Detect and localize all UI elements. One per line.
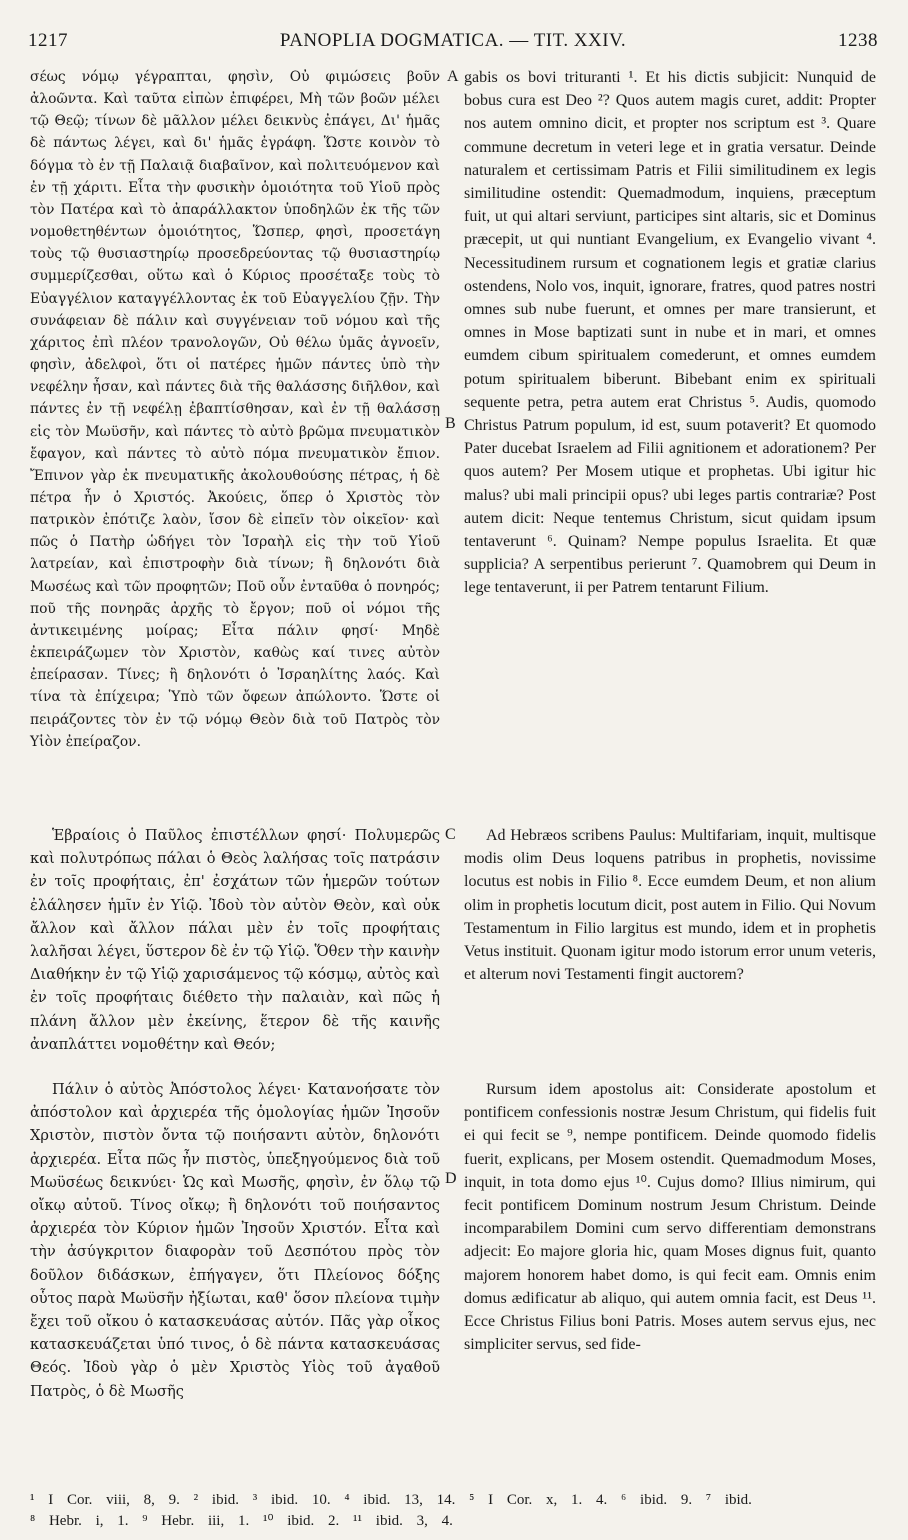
greek-column-block-1 — [30, 66, 440, 753]
latin-column-block-3 — [464, 1078, 876, 1356]
page-number-left: 1217 — [28, 30, 68, 51]
greek-paragraph: Πάλιν ὁ αὐτὸς Ἀπόστολος λέγει· Κατανοήσατε τὸν ἀπόστολον καὶ ἀρχιερέα τῆς ὁμολογίας ἡμῶν Ἰησοῦν Χριστὸν, πιστὸν ὄντα τῷ ποιήσαντι αὐτὸν, δηλονότι ἀρχιερέα. Εἶτα πῶς ἦν πιστὸς, ὑπεξηγούμενος διὰ τοῦ Μωϋσέως δεικνύει· Ὡς καὶ Μωσῆς, φησὶν, ἐν ὅλῳ τῷ οἴκῳ αὐτοῦ. Τίνος οἴκῳ; ἢ δηλονότι τοῦ ποιήσαντος ἀρχιερέα τὸν Κύριον ἡμῶν Ἰησοῦν Χριστόν. Εἶτα καὶ τὴν ἀσύγκριτον διαφορὰν τοῦ Δεσπότου πρὸς τὸν δοῦλον διδάσκων, ἐπήγαγεν, ὅτι Πλείονος δόξης οὗτος παρὰ Μωϋσῆν ἠξίωται, καθ' ὅσον πλείονα τιμὴν ἔχει τοῦ οἴκου ὁ κατασκευάσας αὐτόν. Πᾶς γὰρ οἶκος κατασκευάζεται ὑπό τινος, ὁ δὲ πάντα κατασκευάσας Θεός. Ἰδοὺ γὰρ ὁ μὲν Χριστὸς Υἱὸς τοῦ ἀγαθοῦ Πατρὸς, ὁ δὲ Μωσῆς — [30, 1081, 440, 1400]
latin-column-block-2 — [464, 824, 876, 986]
greek-column-block-3 — [30, 1078, 440, 1403]
footnote-line-1: ¹ I Cor. viii, 8, 9. ² ibid. ³ ibid. 10. ⁴ ibid. 13, 14. ⁵ I Cor. x, 1. 4. ⁶ ibid. 9. ⁷ ibid. — [30, 1492, 752, 1508]
greek-paragraph: σέως νόμῳ γέγραπται, φησὶν, Οὐ φιμώσεις βοῦν ἀλοῶντα. Καὶ ταῦτα εἰπὼν ἐπιφέρει, Μὴ τῶν βοῶν μέλει τῷ Θεῷ; τίνων δὲ μᾶλλον μέλει δεικνὺς ἐπάγει, Δι' ἡμᾶς δὲ πάντως λέγει, καὶ δι' ἡμᾶς ἐγράφη. Ὥστε κοινὸν τὸ δόγμα τὸ ἐν τῇ Παλαιᾷ διαβαῖνον, καὶ πολιτευόμενον καὶ ἐν τῇ χάριτι. Εἶτα τὴν φυσικὴν ὁμοιότητα τοῦ Υἱοῦ πρὸς τὸν Πατέρα καὶ τὸ ἀπαράλλακτον ὑποδηλῶν ἐκ τῆς τῶν νομοθετηθέντων ὁμοιότητος, Ὥσπερ, φησὶ, προσετάγη τοὺς τῷ θυσιαστηρίῳ προσεδρεύοντας τῷ θυσιαστηρίῳ συμμερίζεσθαι, οὕτω καὶ ὁ Κύριος προσέταξε τοὺς τὸ Εὐαγγέλιον καταγγέλλοντας ἐκ τοῦ Εὐαγγελίου ζῇν. Τὴν συνάφειαν δὲ πάλιν καὶ συγγένειαν τοῦ νόμου καὶ τῆς χάριτος ἐπὶ πλέον τρανολογῶν, Οὐ θέλω ὑμᾶς ἀγνοεῖν, φησὶν, ἀδελφοὶ, ὅτι οἱ πατέρες ἡμῶν πάντες ὑπὸ τὴν νεφέλην ἦσαν, καὶ πάντες διὰ τῆς θαλάσσης διῆλθον, καὶ πάντες ἐν τῇ νεφέλῃ ἐβαπτίσθησαν, καὶ ἐν τῇ θαλάσσῃ εἰς τὸν Μωϋσῆν, καὶ πάντες τὸ αὐτὸ βρῶμα πνευματικὸν ἔφαγον, καὶ πάντες τὸ αὐτὸ πόμα πνευματικὸν ἔπιον. Ἔπινον γὰρ ἐκ πνευματικῆς ἀκολουθούσης πέτρας, ἡ δὲ πέτρα ἦν ὁ Χριστός. Ἀκούεις, ὅπερ ὁ Χριστὸς τὸν πατρικὸν ἐπότιζε λαὸν, ἴσον δὲ εἰπεῖν τὸν οἰκεῖον· καὶ πῶς ὁ Πατὴρ ὡδήγει τὸν Ἰσραὴλ εἰς τὴν τοῦ Υἱοῦ λατρείαν, καὶ ἐπιστροφὴν διὰ τίνων; ἢ δηλονότι διὰ Μωσέως καὶ τῶν προφητῶν; Ποῦ οὖν ἐνταῦθα ὁ πονηρός; ποῦ τῆς πονηρᾶς ἀρχῆς τὸ ἔργον; ποῦ οἱ νόμοι τῆς ἀντικειμένης μοίρας; Εἶτα πάλιν φησί· Μηδὲ ἐκπειράζωμεν τὸν Χριστὸν, καθὼς καί τινες αὐτὸν ἐπείρασαν. Τίνες; ἢ δηλονότι ὁ Ἰσραηλίτης λαός. Καὶ τίνα τὰ ἐπίχειρα; Ὑπὸ τῶν ὄφεων ἀπώλοντο. Ὥστε οἱ πειράζοντες τὸν ἐν τῷ νόμῳ Θεὸν διὰ τοῦ Πατρὸς τὸν Υἱὸν ἐπείραζον. — [30, 69, 440, 750]
section-marker-d: D — [445, 1170, 457, 1187]
page-number-right: 1238 — [838, 30, 878, 51]
latin-paragraph: Rursum idem apostolus ait: Considerate apostolum et pontificem confessionis nostræ Jesum Christum, qui fidelis fuit ei qui fecit se ⁹, nempe pontificem. Deinde quomodo fidelis fuerit, explicans, per Mosem ostendit. Quemadmodum Moses, inquit, in tota domo ejus ¹⁰. Cujus domo? Illius nimirum, qui fecit pontificem Dominum nostrum Jesum Christum. Deinde incomparabilem Domini cum servo differentiam demonstrans adjecit: Eo majore gloria hic, quam Moses dignus fuit, quanto majorem honorem habet domo, is qui fecit eam. Omnis enim domus ædificatur ab aliquo, qui autem omnia facit, est Deus ¹¹. Ecce Christus Filius boni Patris. Moses autem servus ejus, nec simpliciter servus, sed fide- — [464, 1081, 876, 1354]
latin-paragraph: Ad Hebræos scribens Paulus: Multifariam, inquit, multisque modis olim Deus loquens patribus in prophetis, novissime locutus est nobis in Filio ⁸. Ecce eumdem Deum, et non alium olim in prophetis locutum dicit, post autem in Filio. Qui Novum Testamentum in Filio largitus est mundo, idem et in prophetis Vetus instituit. Quonam igitur modo istorum error unum veteris, et alterum novi Testamenti fingit auctorem? — [464, 827, 876, 984]
greek-paragraph: Ἑβραίοις ὁ Παῦλος ἐπιστέλλων φησί· Πολυμερῶς καὶ πολυτρόπως πάλαι ὁ Θεὸς λαλήσας τοῖς πατράσιν ἐν τοῖς προφήταις, ἐπ' ἐσχάτων τῶν ἡμερῶν τούτων ἐλάλησεν ἡμῖν ἐν Υἱῷ. Ἰδοὺ τὸν αὐτὸν Θεὸν, καὶ οὐκ ἄλλον καὶ ἄλλον πάλαι μὲν ἐν τοῖς προφήταις λαλῆσαι λέγει, ὕστερον δὲ ἐν τῷ Υἱῷ. Ὅθεν τὴν καινὴν Διαθήκην ἐν τῷ Υἱῷ χαρισάμενος τῷ κόσμῳ, αὐτὸς καὶ ἐν τοῖς προφήταις διέθετο τὴν παλαιὰν, καὶ πῶς ἡ πλάνη ἄλλον μὲν ἐκείνης, ἕτερον δὲ τῆς καινῆς ἀναπλάττει νομοθέτην καὶ Θεόν; — [30, 827, 440, 1053]
latin-paragraph: gabis os bovi trituranti ¹. Et his dictis subjicit: Nunquid de bobus cura est Deo ²? Quos autem magis curet, addit: Propter nos autem omnino dicit, et propter nos scriptum est ³. Quare commune decretum in veteri lege et in gratia versatur. Deinde naturalem et certissimam Patris et Filii similitudinem ex legis similitudine ostendit: Quemadmodum, inquiens, præceptum fuit, ut qui altari serviunt, participes sint altaris, sic et Dominus præcepit, ut qui nuntiant Evangelium, ex Evangelio vivant ⁴. Necessitudinem rursum et cognationem legis et gratiæ clarius ostendens, Nolo vos, inquit, ignorare, fratres, quod patres nostri omnes sub nube fuerunt, et omnes per mare transierunt, et omnes in Mose baptizati sunt in nube et in mari, et omnes eumdem cibum spiritualem comederunt, et omnes eumdem potum spiritualem biberunt. Bibebant enim ex spirituali sequente petra, petra autem erat Christus ⁵. Audis, quomodo Christus Patrum populum, id est, suum potaverit? Et quomodo Pater ducebat Israelem ad Filii agnitionem et adorationem? Per quos autem? Per Mosem utique et prophetas. Ubi igitur hic malus? ubi mali principii opus? ubi leges partis contrariæ? Post autem dicit: Neque tentemus Christum, sicut quidam ipsum tentaverunt ⁶. Quinam? Nempe populus Israelita. Et quæ supplicia? A serpentibus perierunt ⁷. Quamobrem qui Deum in lege tentaverunt, ii per Patrem tentarunt Filium. — [464, 69, 876, 597]
section-marker-c: C — [445, 826, 456, 843]
running-title: PANOPLIA DOGMATICA. — TIT. XXIV. — [279, 30, 627, 51]
latin-column-block-1 — [464, 66, 876, 600]
footnotes — [30, 1490, 878, 1532]
greek-column-block-2 — [30, 824, 440, 1056]
section-marker-a: A — [447, 68, 459, 85]
page-header — [28, 30, 878, 58]
footnote-line-2: ⁸ Hebr. i, 1. ⁹ Hebr. iii, 1. ¹⁰ ibid. 2. ¹¹ ibid. 3, 4. — [30, 1513, 453, 1529]
section-marker-b: B — [445, 415, 456, 432]
